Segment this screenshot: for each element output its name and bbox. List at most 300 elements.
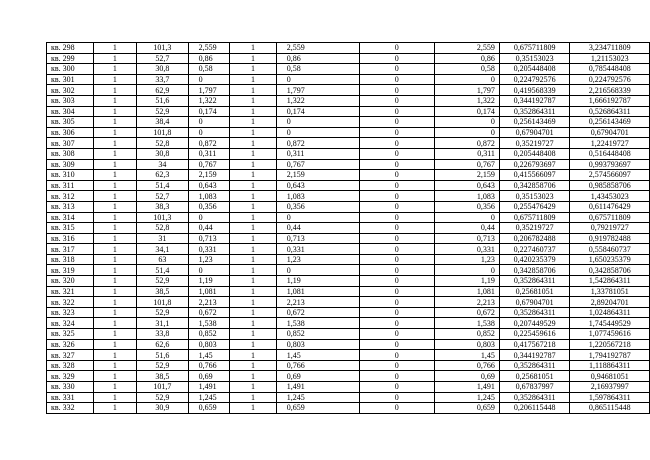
table-row <box>47 212 650 223</box>
area-cell: 52,9 <box>137 307 188 318</box>
zero-cell: 0 <box>359 223 434 234</box>
zero-cell: 0 <box>359 254 434 265</box>
area-cell: 51,6 <box>137 350 188 361</box>
area-cell: 63 <box>137 254 188 265</box>
value-a-cell: 0,86 <box>188 53 230 64</box>
value-b-cell: 0,86 <box>276 53 359 64</box>
apartment-cell: кв. 323 <box>47 307 94 318</box>
value-b-cell: 0,643 <box>276 180 359 191</box>
count-cell: 1 <box>93 74 136 85</box>
apartment-cell: кв. 314 <box>47 212 94 223</box>
count-cell: 1 <box>93 339 136 350</box>
value-b-cell: 1,322 <box>276 95 359 106</box>
count-cell: 1 <box>93 382 136 393</box>
total-cell: 3,234711809 <box>570 43 650 54</box>
coef-cell: 1 <box>230 254 276 265</box>
table-row <box>47 392 650 403</box>
area-cell: 52,7 <box>137 191 188 202</box>
value-a-cell: 0,803 <box>188 339 230 350</box>
table-row <box>47 233 650 244</box>
share-cell: 0,256143469 <box>499 117 570 128</box>
value-b-cell: 1,538 <box>276 318 359 329</box>
coef-cell: 1 <box>230 53 276 64</box>
coef-cell: 1 <box>230 339 276 350</box>
coef-cell: 1 <box>230 329 276 340</box>
zero-cell: 0 <box>359 148 434 159</box>
value-b-cell: 0,311 <box>276 148 359 159</box>
table-row <box>47 371 650 382</box>
share-cell: 0,255476429 <box>499 201 570 212</box>
value-b-cell: 0,69 <box>276 371 359 382</box>
apartment-cell: кв. 301 <box>47 74 94 85</box>
table-row <box>47 286 650 297</box>
apartment-cell: кв. 299 <box>47 53 94 64</box>
area-cell: 31 <box>137 233 188 244</box>
value-b-cell: 0,331 <box>276 244 359 255</box>
coef-cell: 1 <box>230 159 276 170</box>
total-cell: 1,794192787 <box>570 350 650 361</box>
count-cell: 1 <box>93 106 136 117</box>
count-cell: 1 <box>93 371 136 382</box>
total-cell: 0,785448408 <box>570 64 650 75</box>
table-body <box>47 43 650 414</box>
value-b-cell: 1,45 <box>276 350 359 361</box>
total-cell: 2,216568339 <box>570 85 650 96</box>
apartment-cell: кв. 305 <box>47 117 94 128</box>
value-a-cell: 1,083 <box>188 191 230 202</box>
value-a-cell: 0,174 <box>188 106 230 117</box>
table-row <box>47 127 650 138</box>
value-a-cell: 0,356 <box>188 201 230 212</box>
total-cell: 0,993793697 <box>570 159 650 170</box>
table-row <box>47 403 650 414</box>
zero-cell: 0 <box>359 233 434 244</box>
share-cell: 0,225459616 <box>499 329 570 340</box>
value-c-cell: 0,803 <box>434 339 499 350</box>
value-b-cell: 1,23 <box>276 254 359 265</box>
share-cell: 0,675711809 <box>499 212 570 223</box>
count-cell: 1 <box>93 392 136 403</box>
count-cell: 1 <box>93 360 136 371</box>
value-a-cell: 0 <box>188 74 230 85</box>
value-c-cell: 0,713 <box>434 233 499 244</box>
area-cell: 101,8 <box>137 127 188 138</box>
share-cell: 0,352864311 <box>499 276 570 287</box>
value-c-cell: 0,311 <box>434 148 499 159</box>
table-row <box>47 53 650 64</box>
table-row <box>47 201 650 212</box>
area-cell: 34,1 <box>137 244 188 255</box>
value-a-cell: 1,797 <box>188 85 230 96</box>
coef-cell: 1 <box>230 233 276 244</box>
value-b-cell: 0,659 <box>276 403 359 414</box>
count-cell: 1 <box>93 117 136 128</box>
apartment-cell: кв. 321 <box>47 286 94 297</box>
value-b-cell: 1,491 <box>276 382 359 393</box>
share-cell: 0,226793697 <box>499 159 570 170</box>
total-cell: 0,675711809 <box>570 212 650 223</box>
value-c-cell: 2,559 <box>434 43 499 54</box>
apartment-cell: кв. 308 <box>47 148 94 159</box>
count-cell: 1 <box>93 223 136 234</box>
table-row <box>47 43 650 54</box>
total-cell: 1,666192787 <box>570 95 650 106</box>
coef-cell: 1 <box>230 117 276 128</box>
value-a-cell: 0 <box>188 117 230 128</box>
share-cell: 0,344192787 <box>499 95 570 106</box>
value-a-cell: 0,713 <box>188 233 230 244</box>
coef-cell: 1 <box>230 43 276 54</box>
total-cell: 0,256143469 <box>570 117 650 128</box>
coef-cell: 1 <box>230 350 276 361</box>
total-cell: 0,558460737 <box>570 244 650 255</box>
zero-cell: 0 <box>359 159 434 170</box>
value-a-cell: 0 <box>188 127 230 138</box>
share-cell: 0,227460737 <box>499 244 570 255</box>
count-cell: 1 <box>93 180 136 191</box>
area-cell: 62,6 <box>137 339 188 350</box>
value-a-cell: 0,44 <box>188 223 230 234</box>
area-cell: 38,4 <box>137 117 188 128</box>
total-cell: 1,22419727 <box>570 138 650 149</box>
table-row <box>47 85 650 96</box>
value-c-cell: 0 <box>434 127 499 138</box>
value-c-cell: 0,643 <box>434 180 499 191</box>
table-row <box>47 138 650 149</box>
area-cell: 38,5 <box>137 371 188 382</box>
count-cell: 1 <box>93 350 136 361</box>
count-cell: 1 <box>93 201 136 212</box>
total-cell: 0,611476429 <box>570 201 650 212</box>
value-a-cell: 0,659 <box>188 403 230 414</box>
apartment-cell: кв. 298 <box>47 43 94 54</box>
zero-cell: 0 <box>359 360 434 371</box>
area-cell: 62,3 <box>137 170 188 181</box>
share-cell: 0,25681051 <box>499 371 570 382</box>
value-c-cell: 0,672 <box>434 307 499 318</box>
apartment-cell: кв. 304 <box>47 106 94 117</box>
coef-cell: 1 <box>230 360 276 371</box>
share-cell: 0,344192787 <box>499 350 570 361</box>
table-row <box>47 329 650 340</box>
value-c-cell: 0,58 <box>434 64 499 75</box>
zero-cell: 0 <box>359 339 434 350</box>
count-cell: 1 <box>93 307 136 318</box>
total-cell: 1,542864311 <box>570 276 650 287</box>
table-row <box>47 64 650 75</box>
table-row <box>47 382 650 393</box>
apartment-cell: кв. 312 <box>47 191 94 202</box>
zero-cell: 0 <box>359 138 434 149</box>
area-cell: 52,9 <box>137 360 188 371</box>
total-cell: 1,024864311 <box>570 307 650 318</box>
count-cell: 1 <box>93 53 136 64</box>
value-b-cell: 0,767 <box>276 159 359 170</box>
share-cell: 0,35219727 <box>499 138 570 149</box>
area-cell: 33,7 <box>137 74 188 85</box>
value-a-cell: 0 <box>188 265 230 276</box>
total-cell: 2,574566097 <box>570 170 650 181</box>
area-cell: 52,8 <box>137 138 188 149</box>
zero-cell: 0 <box>359 212 434 223</box>
total-cell: 1,597864311 <box>570 392 650 403</box>
value-b-cell: 0 <box>276 127 359 138</box>
value-c-cell: 0,766 <box>434 360 499 371</box>
share-cell: 0,352864311 <box>499 307 570 318</box>
total-cell: 1,43453023 <box>570 191 650 202</box>
table-row <box>47 117 650 128</box>
zero-cell: 0 <box>359 170 434 181</box>
table-row <box>47 223 650 234</box>
table-row <box>47 265 650 276</box>
value-b-cell: 1,797 <box>276 85 359 96</box>
total-cell: 1,220567218 <box>570 339 650 350</box>
coef-cell: 1 <box>230 148 276 159</box>
area-cell: 52,9 <box>137 106 188 117</box>
value-a-cell: 0,69 <box>188 371 230 382</box>
share-cell: 0,35153023 <box>499 191 570 202</box>
area-cell: 52,9 <box>137 392 188 403</box>
value-c-cell: 1,081 <box>434 286 499 297</box>
share-cell: 0,206782488 <box>499 233 570 244</box>
count-cell: 1 <box>93 159 136 170</box>
count-cell: 1 <box>93 212 136 223</box>
value-b-cell: 0,174 <box>276 106 359 117</box>
value-c-cell: 0 <box>434 212 499 223</box>
share-cell: 0,417567218 <box>499 339 570 350</box>
table-row <box>47 148 650 159</box>
value-c-cell: 0,86 <box>434 53 499 64</box>
area-cell: 38,3 <box>137 201 188 212</box>
value-a-cell: 0,872 <box>188 138 230 149</box>
apartment-cell: кв. 311 <box>47 180 94 191</box>
count-cell: 1 <box>93 329 136 340</box>
area-cell: 62,9 <box>137 85 188 96</box>
coef-cell: 1 <box>230 64 276 75</box>
zero-cell: 0 <box>359 95 434 106</box>
coef-cell: 1 <box>230 223 276 234</box>
value-b-cell: 0,356 <box>276 201 359 212</box>
value-c-cell: 1,491 <box>434 382 499 393</box>
zero-cell: 0 <box>359 318 434 329</box>
value-b-cell: 0 <box>276 212 359 223</box>
share-cell: 0,352864311 <box>499 360 570 371</box>
coef-cell: 1 <box>230 318 276 329</box>
apartment-cell: кв. 303 <box>47 95 94 106</box>
value-b-cell: 2,159 <box>276 170 359 181</box>
value-c-cell: 0 <box>434 74 499 85</box>
share-cell: 0,206115448 <box>499 403 570 414</box>
apartment-cell: кв. 324 <box>47 318 94 329</box>
total-cell: 1,650235379 <box>570 254 650 265</box>
coef-cell: 1 <box>230 244 276 255</box>
zero-cell: 0 <box>359 244 434 255</box>
table-row <box>47 318 650 329</box>
coef-cell: 1 <box>230 106 276 117</box>
value-a-cell: 0,643 <box>188 180 230 191</box>
coef-cell: 1 <box>230 74 276 85</box>
apartment-cell: кв. 307 <box>47 138 94 149</box>
table-row <box>47 95 650 106</box>
total-cell: 0,67904701 <box>570 127 650 138</box>
apartment-cell: кв. 327 <box>47 350 94 361</box>
share-cell: 0,207449529 <box>499 318 570 329</box>
apartment-cell: кв. 330 <box>47 382 94 393</box>
total-cell: 0,224792576 <box>570 74 650 85</box>
apartment-cell: кв. 318 <box>47 254 94 265</box>
value-b-cell: 1,083 <box>276 191 359 202</box>
value-c-cell: 1,083 <box>434 191 499 202</box>
value-c-cell: 0,44 <box>434 223 499 234</box>
total-cell: 2,16937997 <box>570 382 650 393</box>
value-c-cell: 2,159 <box>434 170 499 181</box>
area-cell: 33,8 <box>137 329 188 340</box>
value-c-cell: 1,797 <box>434 85 499 96</box>
value-b-cell: 1,081 <box>276 286 359 297</box>
value-a-cell: 2,559 <box>188 43 230 54</box>
value-b-cell: 1,19 <box>276 276 359 287</box>
total-cell: 0,94681051 <box>570 371 650 382</box>
value-b-cell: 0 <box>276 117 359 128</box>
area-cell: 34 <box>137 159 188 170</box>
zero-cell: 0 <box>359 297 434 308</box>
table-row <box>47 254 650 265</box>
total-cell: 1,118864311 <box>570 360 650 371</box>
apartment-cell: кв. 313 <box>47 201 94 212</box>
value-b-cell: 0,58 <box>276 64 359 75</box>
apartment-cell: кв. 326 <box>47 339 94 350</box>
count-cell: 1 <box>93 148 136 159</box>
zero-cell: 0 <box>359 392 434 403</box>
value-b-cell: 0 <box>276 74 359 85</box>
value-a-cell: 0,767 <box>188 159 230 170</box>
total-cell: 0,526864311 <box>570 106 650 117</box>
count-cell: 1 <box>93 95 136 106</box>
table-row <box>47 339 650 350</box>
share-cell: 0,35153023 <box>499 53 570 64</box>
value-a-cell: 0,766 <box>188 360 230 371</box>
count-cell: 1 <box>93 286 136 297</box>
area-cell: 51,4 <box>137 180 188 191</box>
coef-cell: 1 <box>230 403 276 414</box>
value-b-cell: 2,213 <box>276 297 359 308</box>
zero-cell: 0 <box>359 127 434 138</box>
apartment-cell: кв. 302 <box>47 85 94 96</box>
value-c-cell: 1,19 <box>434 276 499 287</box>
zero-cell: 0 <box>359 382 434 393</box>
value-c-cell: 0,69 <box>434 371 499 382</box>
value-c-cell: 0,852 <box>434 329 499 340</box>
value-c-cell: 0 <box>434 265 499 276</box>
value-c-cell: 0,331 <box>434 244 499 255</box>
coef-cell: 1 <box>230 297 276 308</box>
share-cell: 0,342858706 <box>499 265 570 276</box>
area-cell: 101,3 <box>137 212 188 223</box>
table-row <box>47 180 650 191</box>
total-cell: 1,33781051 <box>570 286 650 297</box>
area-cell: 38,5 <box>137 286 188 297</box>
apartment-cell: кв. 317 <box>47 244 94 255</box>
zero-cell: 0 <box>359 53 434 64</box>
value-a-cell: 0,852 <box>188 329 230 340</box>
value-c-cell: 0,872 <box>434 138 499 149</box>
value-b-cell: 0,803 <box>276 339 359 350</box>
count-cell: 1 <box>93 265 136 276</box>
area-cell: 101,8 <box>137 297 188 308</box>
total-cell: 0,865115448 <box>570 403 650 414</box>
share-cell: 0,205448408 <box>499 64 570 75</box>
area-cell: 52,9 <box>137 276 188 287</box>
data-table <box>46 42 650 414</box>
table-row <box>47 170 650 181</box>
value-b-cell: 0,672 <box>276 307 359 318</box>
value-c-cell: 1,538 <box>434 318 499 329</box>
apartment-cell: кв. 329 <box>47 371 94 382</box>
count-cell: 1 <box>93 276 136 287</box>
count-cell: 1 <box>93 297 136 308</box>
count-cell: 1 <box>93 138 136 149</box>
share-cell: 0,67837997 <box>499 382 570 393</box>
count-cell: 1 <box>93 170 136 181</box>
value-a-cell: 1,322 <box>188 95 230 106</box>
share-cell: 0,224792576 <box>499 74 570 85</box>
apartment-cell: кв. 316 <box>47 233 94 244</box>
total-cell: 0,342858706 <box>570 265 650 276</box>
coef-cell: 1 <box>230 95 276 106</box>
value-a-cell: 1,245 <box>188 392 230 403</box>
share-cell: 0,25681051 <box>499 286 570 297</box>
share-cell: 0,352864311 <box>499 392 570 403</box>
share-cell: 0,415566097 <box>499 170 570 181</box>
coef-cell: 1 <box>230 286 276 297</box>
apartment-cell: кв. 300 <box>47 64 94 75</box>
table-row <box>47 74 650 85</box>
value-b-cell: 0,872 <box>276 138 359 149</box>
total-cell: 0,79219727 <box>570 223 650 234</box>
table-row <box>47 106 650 117</box>
area-cell: 101,3 <box>137 43 188 54</box>
value-a-cell: 0,58 <box>188 64 230 75</box>
total-cell: 0,985858706 <box>570 180 650 191</box>
area-cell: 101,7 <box>137 382 188 393</box>
apartment-cell: кв. 306 <box>47 127 94 138</box>
apartment-cell: кв. 309 <box>47 159 94 170</box>
share-cell: 0,675711809 <box>499 43 570 54</box>
table-row <box>47 276 650 287</box>
value-a-cell: 1,538 <box>188 318 230 329</box>
zero-cell: 0 <box>359 74 434 85</box>
share-cell: 0,67904701 <box>499 297 570 308</box>
value-b-cell: 0 <box>276 265 359 276</box>
area-cell: 30,9 <box>137 403 188 414</box>
value-a-cell: 0,331 <box>188 244 230 255</box>
area-cell: 31,1 <box>137 318 188 329</box>
share-cell: 0,420235379 <box>499 254 570 265</box>
table-row <box>47 307 650 318</box>
coef-cell: 1 <box>230 201 276 212</box>
apartment-cell: кв. 331 <box>47 392 94 403</box>
zero-cell: 0 <box>359 286 434 297</box>
value-c-cell: 1,245 <box>434 392 499 403</box>
zero-cell: 0 <box>359 180 434 191</box>
table-row <box>47 360 650 371</box>
table-row <box>47 191 650 202</box>
value-a-cell: 0 <box>188 212 230 223</box>
value-c-cell: 0,174 <box>434 106 499 117</box>
apartment-cell: кв. 315 <box>47 223 94 234</box>
count-cell: 1 <box>93 127 136 138</box>
coef-cell: 1 <box>230 191 276 202</box>
